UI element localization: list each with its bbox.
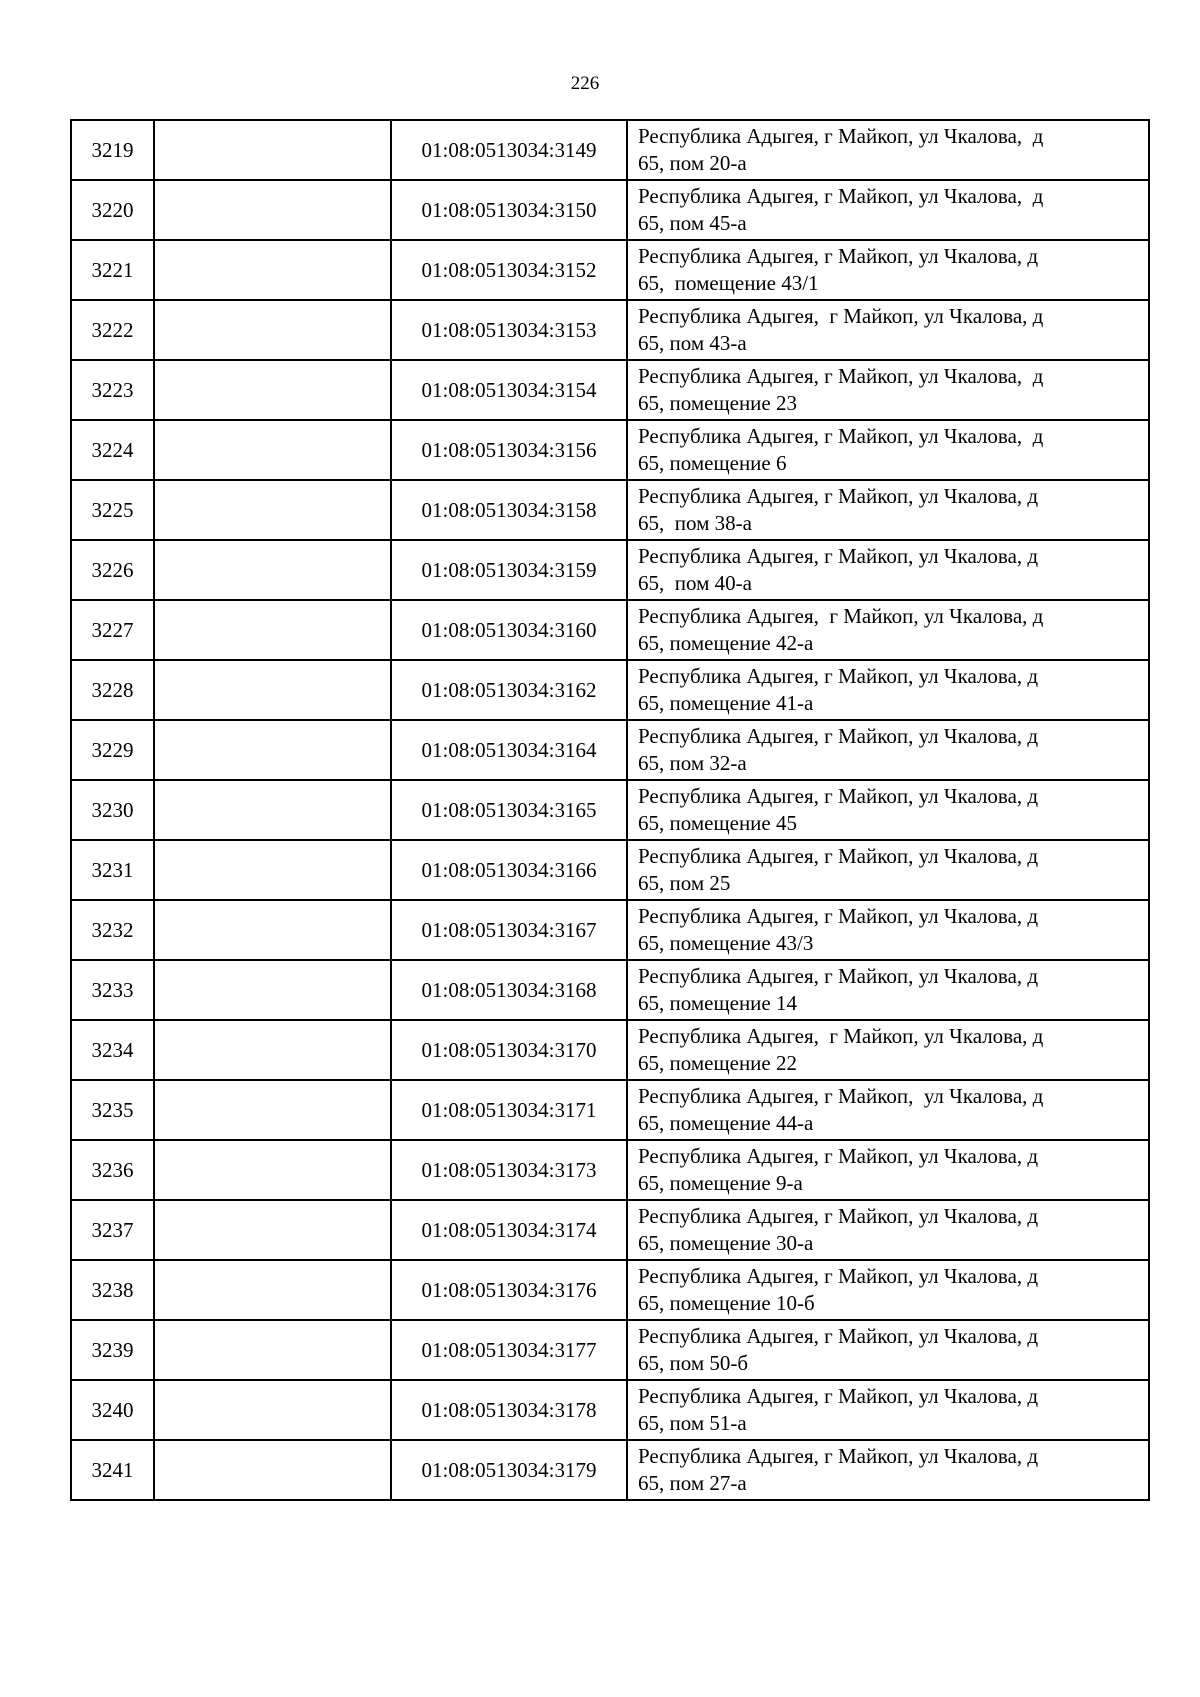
empty-cell [154, 480, 391, 540]
row-number-cell: 3234 [71, 1020, 154, 1080]
table-row [71, 420, 1149, 480]
table-row [71, 900, 1149, 960]
address-line-2: 65, помещение 30-а [638, 1231, 814, 1255]
empty-cell [154, 1380, 391, 1440]
address-line-1: Республика Адыгея, г Майкоп, ул Чкалова, д [638, 484, 1039, 508]
row-number-cell: 3225 [71, 480, 154, 540]
table-row [71, 600, 1149, 660]
address-cell [627, 600, 1149, 660]
table-row [71, 1140, 1149, 1200]
empty-cell [154, 1080, 391, 1140]
address-line-1: Республика Адыгея, г Майкоп, ул Чкалова, д [638, 904, 1039, 928]
empty-cell [154, 1140, 391, 1200]
address-cell [627, 1380, 1149, 1440]
address-line-2: 65, помещение 10-б [638, 1291, 815, 1315]
row-number-cell: 3233 [71, 960, 154, 1020]
address-line-2: 65, пом 45-а [638, 211, 747, 235]
address-line-2: 65, помещение 41-а [638, 691, 814, 715]
address-line-2: 65, пом 38-а [638, 511, 752, 535]
empty-cell [154, 1320, 391, 1380]
row-number-cell: 3235 [71, 1080, 154, 1140]
address-cell [627, 120, 1149, 180]
table-row [71, 1440, 1149, 1500]
cadastral-number-cell: 01:08:0513034:3171 [391, 1080, 627, 1140]
address-cell [627, 900, 1149, 960]
address-line-1: Республика Адыгея, г Майкоп, ул Чкалова, д [638, 244, 1039, 268]
address-line-2: 65, помещение 44-а [638, 1111, 814, 1135]
address-line-1: Республика Адыгея, г Майкоп, ул Чкалова, д [638, 424, 1044, 448]
address-line-1: Республика Адыгея, г Майкоп, ул Чкалова, д [638, 1384, 1039, 1408]
table-row [71, 540, 1149, 600]
empty-cell [154, 180, 391, 240]
address-line-2: 65, пом 25 [638, 871, 731, 895]
row-number-cell: 3232 [71, 900, 154, 960]
cadastral-number-cell: 01:08:0513034:3162 [391, 660, 627, 720]
address-line-1: Республика Адыгея, г Майкоп, ул Чкалова, д [638, 724, 1039, 748]
address-line-1: Республика Адыгея, г Майкоп, ул Чкалова, д [638, 124, 1044, 148]
table-row [71, 1260, 1149, 1320]
address-cell [627, 1440, 1149, 1500]
cadastral-number-cell: 01:08:0513034:3179 [391, 1440, 627, 1500]
empty-cell [154, 1260, 391, 1320]
table-row [71, 1380, 1149, 1440]
address-line-2: 65, пом 32-а [638, 751, 747, 775]
table-row [71, 960, 1149, 1020]
address-line-2: 65, помещение 42-а [638, 631, 814, 655]
empty-cell [154, 1200, 391, 1260]
address-cell [627, 660, 1149, 720]
table-row [71, 1320, 1149, 1380]
cadastral-number-cell: 01:08:0513034:3152 [391, 240, 627, 300]
address-cell [627, 1080, 1149, 1140]
address-line-1: Республика Адыгея, г Майкоп, ул Чкалова, д [638, 1204, 1039, 1228]
address-line-1: Республика Адыгея, г Майкоп, ул Чкалова, д [638, 1084, 1044, 1108]
address-line-1: Республика Адыгея, г Майкоп, ул Чкалова, д [638, 544, 1039, 568]
row-number-cell: 3237 [71, 1200, 154, 1260]
address-cell [627, 180, 1149, 240]
row-number-cell: 3221 [71, 240, 154, 300]
table-row [71, 120, 1149, 180]
address-cell [627, 1020, 1149, 1080]
address-line-2: 65, помещение 23 [638, 391, 797, 415]
address-line-1: Республика Адыгея, г Майкоп, ул Чкалова, д [638, 664, 1039, 688]
address-line-2: 65, помещение 45 [638, 811, 797, 835]
address-line-2: 65, пом 27-а [638, 1471, 747, 1495]
table-row [71, 840, 1149, 900]
empty-cell [154, 1020, 391, 1080]
cadastral-number-cell: 01:08:0513034:3153 [391, 300, 627, 360]
cadastral-number-cell: 01:08:0513034:3154 [391, 360, 627, 420]
cadastral-number-cell: 01:08:0513034:3170 [391, 1020, 627, 1080]
table-row [71, 240, 1149, 300]
page-number: 226 [570, 73, 600, 94]
table-row [71, 720, 1149, 780]
cadastral-number-cell: 01:08:0513034:3173 [391, 1140, 627, 1200]
row-number-cell: 3230 [71, 780, 154, 840]
address-line-1: Республика Адыгея, г Майкоп, ул Чкалова, д [638, 1024, 1044, 1048]
address-cell [627, 960, 1149, 1020]
address-cell [627, 360, 1149, 420]
empty-cell [154, 720, 391, 780]
address-line-1: Республика Адыгея, г Майкоп, ул Чкалова, д [638, 964, 1039, 988]
empty-cell [154, 540, 391, 600]
address-cell [627, 840, 1149, 900]
cadastral-number-cell: 01:08:0513034:3149 [391, 120, 627, 180]
table-row [71, 180, 1149, 240]
table-row [71, 1080, 1149, 1140]
address-line-2: 65, пом 43-а [638, 331, 747, 355]
row-number-cell: 3229 [71, 720, 154, 780]
cadastral-number-cell: 01:08:0513034:3158 [391, 480, 627, 540]
address-line-1: Республика Адыгея, г Майкоп, ул Чкалова, д [638, 1324, 1039, 1348]
cadastral-number-cell: 01:08:0513034:3166 [391, 840, 627, 900]
address-cell [627, 1260, 1149, 1320]
address-line-2: 65, помещение 6 [638, 451, 787, 475]
address-line-1: Республика Адыгея, г Майкоп, ул Чкалова, д [638, 1144, 1039, 1168]
empty-cell [154, 660, 391, 720]
address-line-2: 65, помещение 14 [638, 991, 797, 1015]
row-number-cell: 3219 [71, 120, 154, 180]
table-row [71, 1020, 1149, 1080]
cadastral-number-cell: 01:08:0513034:3178 [391, 1380, 627, 1440]
row-number-cell: 3228 [71, 660, 154, 720]
property-registry-table [70, 119, 1150, 1501]
row-number-cell: 3241 [71, 1440, 154, 1500]
row-number-cell: 3226 [71, 540, 154, 600]
address-line-1: Республика Адыгея, г Майкоп, ул Чкалова, д [638, 1444, 1039, 1468]
empty-cell [154, 840, 391, 900]
empty-cell [154, 1440, 391, 1500]
cadastral-number-cell: 01:08:0513034:3167 [391, 900, 627, 960]
address-line-2: 65, помещение 43/3 [638, 931, 814, 955]
address-line-1: Республика Адыгея, г Майкоп, ул Чкалова, д [638, 184, 1044, 208]
address-cell [627, 540, 1149, 600]
row-number-cell: 3238 [71, 1260, 154, 1320]
address-line-2: 65, пом 51-а [638, 1411, 747, 1435]
address-cell [627, 1320, 1149, 1380]
cadastral-number-cell: 01:08:0513034:3156 [391, 420, 627, 480]
address-line-1: Республика Адыгея, г Майкоп, ул Чкалова, д [638, 604, 1044, 628]
row-number-cell: 3236 [71, 1140, 154, 1200]
address-line-2: 65, помещение 22 [638, 1051, 797, 1075]
cadastral-number-cell: 01:08:0513034:3174 [391, 1200, 627, 1260]
empty-cell [154, 960, 391, 1020]
empty-cell [154, 420, 391, 480]
empty-cell [154, 600, 391, 660]
cadastral-number-cell: 01:08:0513034:3160 [391, 600, 627, 660]
address-cell [627, 780, 1149, 840]
address-cell [627, 1140, 1149, 1200]
address-cell [627, 480, 1149, 540]
cadastral-number-cell: 01:08:0513034:3176 [391, 1260, 627, 1320]
address-line-1: Республика Адыгея, г Майкоп, ул Чкалова, д [638, 364, 1044, 388]
cadastral-number-cell: 01:08:0513034:3164 [391, 720, 627, 780]
table-row [71, 660, 1149, 720]
address-cell [627, 1200, 1149, 1260]
address-line-2: 65, помещение 43/1 [638, 271, 819, 295]
address-line-1: Республика Адыгея, г Майкоп, ул Чкалова, д [638, 304, 1044, 328]
table-row [71, 780, 1149, 840]
address-cell [627, 720, 1149, 780]
row-number-cell: 3224 [71, 420, 154, 480]
cadastral-number-cell: 01:08:0513034:3159 [391, 540, 627, 600]
table-row [71, 1200, 1149, 1260]
address-line-1: Республика Адыгея, г Майкоп, ул Чкалова, д [638, 784, 1039, 808]
cadastral-number-cell: 01:08:0513034:3168 [391, 960, 627, 1020]
row-number-cell: 3240 [71, 1380, 154, 1440]
cadastral-number-cell: 01:08:0513034:3165 [391, 780, 627, 840]
address-cell [627, 240, 1149, 300]
row-number-cell: 3231 [71, 840, 154, 900]
empty-cell [154, 780, 391, 840]
address-cell [627, 420, 1149, 480]
address-line-2: 65, пом 40-а [638, 571, 752, 595]
table-row [71, 360, 1149, 420]
cadastral-number-cell: 01:08:0513034:3177 [391, 1320, 627, 1380]
row-number-cell: 3223 [71, 360, 154, 420]
address-line-2: 65, помещение 9-а [638, 1171, 803, 1195]
address-line-2: 65, пом 50-б [638, 1351, 749, 1375]
empty-cell [154, 120, 391, 180]
address-cell [627, 300, 1149, 360]
cadastral-number-cell: 01:08:0513034:3150 [391, 180, 627, 240]
empty-cell [154, 300, 391, 360]
address-line-1: Республика Адыгея, г Майкоп, ул Чкалова, д [638, 1264, 1039, 1288]
row-number-cell: 3222 [71, 300, 154, 360]
registry-table-body [71, 120, 1149, 1500]
table-row [71, 480, 1149, 540]
address-line-2: 65, пом 20-а [638, 151, 747, 175]
table-row [71, 300, 1149, 360]
row-number-cell: 3227 [71, 600, 154, 660]
row-number-cell: 3239 [71, 1320, 154, 1380]
empty-cell [154, 360, 391, 420]
empty-cell [154, 240, 391, 300]
row-number-cell: 3220 [71, 180, 154, 240]
address-line-1: Республика Адыгея, г Майкоп, ул Чкалова, д [638, 844, 1039, 868]
empty-cell [154, 900, 391, 960]
